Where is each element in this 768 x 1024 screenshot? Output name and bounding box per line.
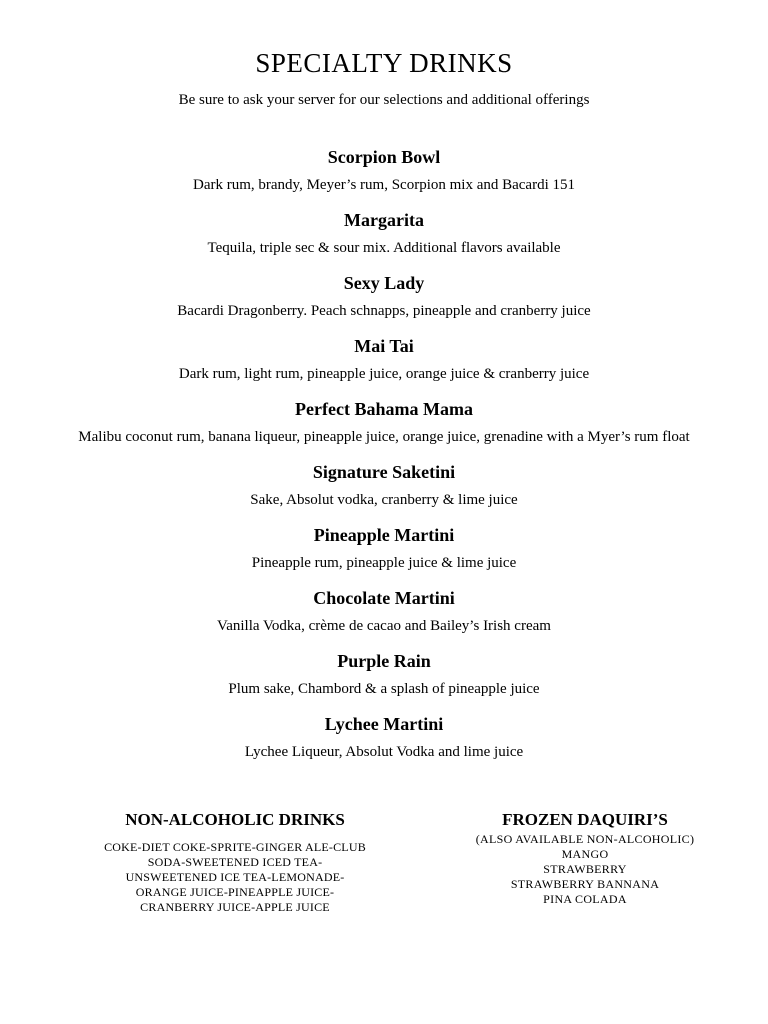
drink-item <box>40 208 728 257</box>
drink-description: Pineapple rum, pineapple juice & lime juice <box>251 555 517 571</box>
drink-item <box>40 334 728 383</box>
drink-description: Dark rum, light rum, pineapple juice, orange juice & cranberry juice <box>178 366 590 382</box>
drink-item <box>40 712 728 761</box>
drink-description: Bacardi Dragonberry. Peach schnapps, pineapple and cranberry juice <box>177 303 591 319</box>
drink-item <box>40 460 728 509</box>
frozen-daiquiris-line: MANGO <box>561 847 609 861</box>
drink-item <box>40 586 728 635</box>
page-title: SPECIALTY DRINKS <box>255 48 513 78</box>
frozen-daiquiris-title: FROZEN DAQUIRI’S <box>502 810 668 829</box>
drink-name: Scorpion Bowl <box>327 147 441 167</box>
drink-name: Signature Saketini <box>312 462 456 482</box>
frozen-daiquiris-line: (ALSO AVAILABLE NON-ALCOHOLIC) <box>475 832 695 846</box>
non-alcoholic-title: NON-ALCOHOLIC DRINKS <box>125 810 345 829</box>
drink-name: Sexy Lady <box>343 273 425 293</box>
drink-item <box>40 145 728 194</box>
drink-name: Purple Rain <box>337 651 431 671</box>
drink-name: Chocolate Martini <box>313 588 455 608</box>
frozen-daiquiris-section <box>440 808 730 907</box>
drink-name: Perfect Bahama Mama <box>295 399 473 419</box>
frozen-daiquiris-line: STRAWBERRY BANNANA <box>510 877 660 891</box>
drink-item <box>40 397 728 446</box>
drink-description: Vanilla Vodka, crème de cacao and Bailey’s Irish cream <box>217 618 551 634</box>
drink-name: Pineapple Martini <box>313 525 455 545</box>
specialty-drinks-list <box>40 145 728 775</box>
non-alcoholic-line: UNSWEETENED ICE TEA-LEMONADE- <box>125 870 345 884</box>
drink-name: Mai Tai <box>354 336 414 356</box>
frozen-daiquiris-line: STRAWBERRY <box>543 862 627 876</box>
frozen-daiquiris-line: PINA COLADA <box>543 892 627 906</box>
drink-description: Plum sake, Chambord & a splash of pineapple juice <box>228 681 540 697</box>
drink-name: Lychee Martini <box>324 714 444 734</box>
non-alcoholic-line: CRANBERRY JUICE-APPLE JUICE <box>140 900 330 914</box>
drink-item <box>40 523 728 572</box>
drink-item <box>40 649 728 698</box>
drink-item <box>40 271 728 320</box>
drink-description: Lychee Liqueur, Absolut Vodka and lime juice <box>244 744 524 760</box>
drink-description: Sake, Absolut vodka, cranberry & lime juice <box>250 492 518 508</box>
non-alcoholic-line: ORANGE JUICE-PINEAPPLE JUICE- <box>135 885 335 899</box>
non-alcoholic-line: SODA-SWEETENED ICED TEA- <box>147 855 323 869</box>
page-subtitle: Be sure to ask your server for our selections and additional offerings <box>178 92 590 108</box>
non-alcoholic-line: COKE-DIET COKE-SPRITE-GINGER ALE-CLUB <box>104 840 366 854</box>
drink-description: Tequila, triple sec & sour mix. Additional flavors available <box>207 240 561 256</box>
drink-name: Margarita <box>344 210 424 230</box>
non-alcoholic-section <box>80 808 390 915</box>
drink-description: Dark rum, brandy, Meyer’s rum, Scorpion mix and Bacardi 151 <box>193 177 575 193</box>
drink-description: Malibu coconut rum, banana liqueur, pineapple juice, orange juice, grenadine with a Myer’s rum float <box>78 429 690 445</box>
